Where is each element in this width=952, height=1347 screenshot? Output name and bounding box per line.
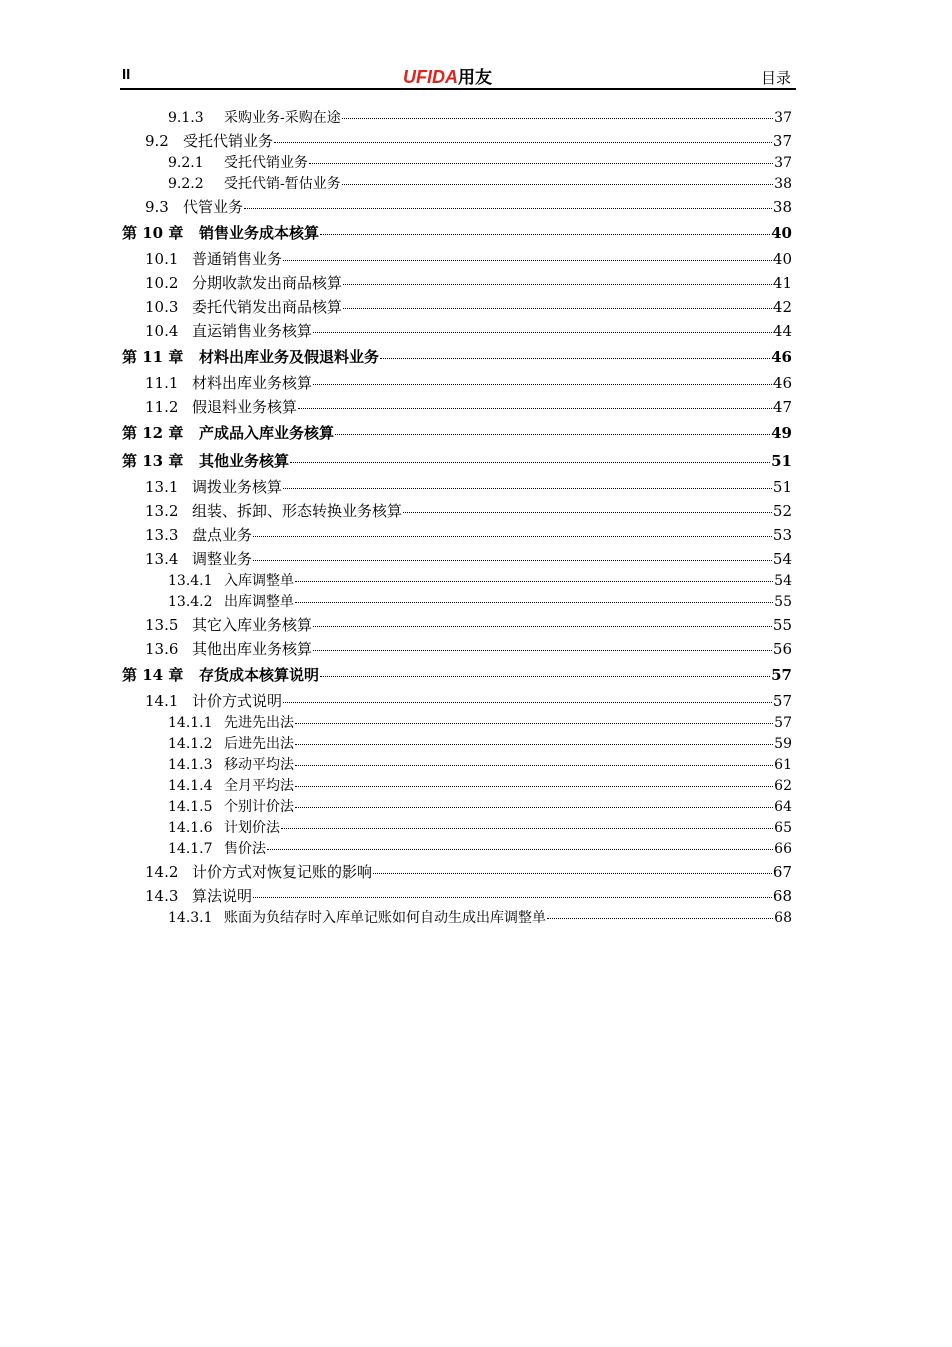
toc-dot-leader [547, 918, 773, 919]
toc-entry-title: 受托代销业务 [224, 155, 308, 171]
header-rule [120, 88, 796, 90]
toc-entry-number: 第 11 章 [122, 348, 184, 366]
toc-entry-title: 算法说明 [192, 887, 253, 905]
toc-page-number: 68 [772, 887, 792, 905]
toc-page-number: 57 [774, 715, 792, 731]
toc-entry[interactable] [122, 797, 792, 818]
toc-entry-title: 调拨业务核算 [192, 478, 283, 496]
toc-entry[interactable] [122, 571, 792, 592]
toc-entry-label [122, 637, 312, 661]
toc-entry[interactable] [122, 523, 792, 547]
toc-entry-number: 14.1.3 [168, 757, 213, 773]
toc-entry-title: 采购业务-采购在途 [224, 110, 341, 126]
toc-entry-title: 全月平均法 [224, 778, 294, 794]
toc-entry-label [122, 818, 280, 839]
toc-dot-leader [342, 184, 773, 185]
toc-page-number: 41 [772, 274, 792, 292]
toc-entry-number: 13.4.1 [168, 573, 213, 589]
toc-entry-label [122, 419, 334, 447]
toc-dot-leader [281, 828, 773, 829]
toc-page-number: 65 [774, 820, 792, 836]
toc-entry-number: 14.1.4 [168, 778, 213, 794]
toc-entry-label [122, 592, 294, 613]
toc-entry[interactable] [122, 839, 792, 860]
toc-entry-label [122, 908, 546, 929]
toc-entry-number: 13.3 [145, 526, 179, 544]
page-header [120, 62, 795, 88]
toc-entry-label [122, 523, 252, 547]
toc-entry-title: 账面为负结存时入库单记账如何自动生成出库调整单 [224, 910, 546, 926]
toc-entry-label [122, 153, 308, 174]
section-name: 目录 [760, 69, 791, 87]
toc-dot-leader [290, 462, 770, 463]
toc-entry-number: 13.5 [145, 616, 179, 634]
toc-entry-number: 14.1.1 [168, 715, 213, 731]
toc-entry-number: 第 10 章 [122, 224, 184, 242]
toc-entry[interactable] [122, 592, 792, 613]
toc-entry[interactable] [122, 776, 792, 797]
toc-entry-number: 14.3 [145, 887, 179, 905]
toc-entry-number: 14.1.5 [168, 799, 213, 815]
table-of-contents [122, 108, 792, 929]
toc-page-number: 54 [772, 550, 792, 568]
toc-entry-label [122, 129, 273, 153]
logo-cn: 用友 [458, 68, 492, 87]
toc-entry-label [122, 839, 266, 860]
toc-entry-number: 14.1.6 [168, 820, 213, 836]
toc-page-number: 53 [772, 526, 792, 544]
toc-entry-number: 13.2 [145, 502, 179, 520]
toc-page-number: 68 [774, 910, 792, 926]
toc-page-number: 61 [774, 757, 792, 773]
toc-page-number: 38 [774, 176, 792, 192]
toc-dot-leader [295, 765, 773, 766]
toc-entry-label [122, 776, 294, 797]
toc-entry-number: 13.1 [145, 478, 179, 496]
toc-dot-leader [335, 434, 770, 435]
toc-entry-title: 材料出库业务及假退料业务 [199, 348, 380, 366]
toc-entry[interactable] [122, 129, 792, 153]
toc-entry[interactable] [122, 661, 792, 689]
toc-page-number: 67 [772, 863, 792, 881]
toc-entry-label [122, 860, 372, 884]
toc-entry[interactable] [122, 613, 792, 637]
toc-entry[interactable] [122, 713, 792, 734]
toc-entry-number: 第 13 章 [122, 452, 184, 470]
toc-entry[interactable] [122, 247, 792, 271]
toc-entry-title: 普通销售业务 [192, 250, 283, 268]
toc-page-number: 64 [774, 799, 792, 815]
toc-dot-leader [313, 650, 772, 651]
toc-page-number: 37 [772, 132, 792, 150]
toc-entry-label [122, 755, 294, 776]
toc-entry-title: 代管业务 [183, 198, 244, 216]
toc-entry[interactable] [122, 884, 792, 908]
toc-entry-label [122, 371, 312, 395]
toc-page-number: 62 [774, 778, 792, 794]
toc-entry-label [122, 475, 282, 499]
toc-entry[interactable] [122, 295, 792, 319]
toc-entry-title: 委托代销发出商品核算 [192, 298, 343, 316]
toc-entry-number: 14.1.2 [168, 736, 213, 752]
toc-page-number: 46 [772, 374, 792, 392]
toc-entry-title: 其它入库业务核算 [192, 616, 313, 634]
toc-entry-title: 移动平均法 [224, 757, 294, 773]
toc-entry-title: 受托代销-暂估业务 [224, 176, 341, 192]
toc-entry-number: 9.2.1 [168, 155, 204, 171]
toc-entry-title: 产成品入库业务核算 [199, 424, 335, 442]
toc-entry[interactable] [122, 195, 792, 219]
toc-entry-title: 个别计价法 [224, 799, 294, 815]
toc-dot-leader [380, 358, 770, 359]
toc-page-number: 42 [772, 298, 792, 316]
toc-page-number: 49 [771, 424, 792, 442]
toc-entry-title: 售价法 [224, 841, 266, 857]
toc-entry-number: 9.3 [145, 198, 169, 216]
toc-dot-leader [253, 536, 772, 537]
toc-entry[interactable] [122, 499, 792, 523]
toc-page-number: 57 [772, 692, 792, 710]
toc-entry[interactable] [122, 108, 792, 129]
toc-page-number: 37 [774, 155, 792, 171]
toc-entry-number: 11.2 [145, 398, 179, 416]
toc-entry-number: 9.2 [145, 132, 169, 150]
toc-entry-number: 10.3 [145, 298, 179, 316]
toc-dot-leader [295, 744, 773, 745]
toc-page-number: 51 [771, 452, 792, 470]
toc-entry-title: 计价方式说明 [192, 692, 283, 710]
toc-dot-leader [403, 512, 772, 513]
toc-dot-leader [343, 284, 772, 285]
toc-entry-title: 组装、拆卸、形态转换业务核算 [192, 502, 403, 520]
toc-entry[interactable] [122, 447, 792, 475]
toc-entry[interactable] [122, 174, 792, 195]
toc-entry-number: 10.1 [145, 250, 179, 268]
toc-entry[interactable] [122, 343, 792, 371]
toc-entry-label [122, 797, 294, 818]
toc-page-number: 59 [774, 736, 792, 752]
toc-dot-leader [373, 873, 772, 874]
toc-entry-title: 假退料业务核算 [192, 398, 298, 416]
toc-entry-title: 分期收款发出商品核算 [192, 274, 343, 292]
toc-entry-label [122, 734, 294, 755]
toc-entry[interactable] [122, 371, 792, 395]
toc-entry-number: 13.6 [145, 640, 179, 658]
logo-brand: UFIDA [403, 67, 458, 87]
toc-dot-leader [320, 676, 770, 677]
toc-entry-label [122, 499, 402, 523]
toc-entry-title: 入库调整单 [224, 573, 294, 589]
toc-entry-title: 其他业务核算 [199, 452, 290, 470]
toc-entry-label [122, 689, 282, 713]
toc-dot-leader [295, 581, 773, 582]
toc-entry[interactable] [122, 689, 792, 713]
toc-dot-leader [298, 408, 772, 409]
toc-entry-title: 计划价法 [224, 820, 280, 836]
toc-dot-leader [313, 384, 772, 385]
toc-page-number: 40 [772, 250, 792, 268]
toc-entry-number: 9.1.3 [168, 110, 204, 126]
toc-entry-label [122, 108, 341, 129]
toc-dot-leader [309, 163, 773, 164]
toc-dot-leader [295, 807, 773, 808]
toc-entry[interactable] [122, 395, 792, 419]
toc-dot-leader [295, 786, 773, 787]
toc-entry[interactable] [122, 908, 792, 929]
toc-entry-label [122, 295, 342, 319]
toc-page-number: 66 [774, 841, 792, 857]
toc-entry-title: 先进先出法 [224, 715, 294, 731]
toc-entry-title: 出库调整单 [224, 594, 294, 610]
toc-dot-leader [253, 897, 772, 898]
toc-page-number: 55 [772, 616, 792, 634]
toc-entry-label [122, 884, 252, 908]
toc-entry[interactable] [122, 547, 792, 571]
toc-dot-leader [343, 308, 772, 309]
toc-entry-label [122, 661, 319, 689]
toc-entry[interactable] [122, 475, 792, 499]
toc-entry-title: 存货成本核算说明 [199, 666, 320, 684]
toc-page-number: 40 [771, 224, 792, 242]
toc-entry-label [122, 343, 379, 371]
toc-dot-leader [295, 723, 773, 724]
toc-dot-leader [267, 849, 773, 850]
toc-entry[interactable] [122, 755, 792, 776]
toc-entry-number: 9.2.2 [168, 176, 204, 192]
toc-entry-number: 14.1.7 [168, 841, 213, 857]
toc-entry-label [122, 271, 342, 295]
toc-entry-label [122, 447, 289, 475]
toc-entry-title: 受托代销业务 [183, 132, 274, 150]
toc-dot-leader [283, 702, 772, 703]
toc-entry-number: 第 14 章 [122, 666, 184, 684]
toc-entry-label [122, 319, 312, 343]
toc-dot-leader [313, 332, 772, 333]
toc-dot-leader [313, 626, 772, 627]
toc-entry-title: 其他出库业务核算 [192, 640, 313, 658]
toc-page-number: 51 [772, 478, 792, 496]
toc-dot-leader [283, 260, 772, 261]
toc-page-number: 46 [771, 348, 792, 366]
toc-entry-label [122, 195, 243, 219]
toc-entry-label [122, 713, 294, 734]
toc-page-number: 56 [772, 640, 792, 658]
toc-entry[interactable] [122, 637, 792, 661]
toc-entry-title: 调整业务 [192, 550, 253, 568]
toc-entry-label [122, 547, 252, 571]
toc-page-number: 47 [772, 398, 792, 416]
toc-entry-title: 计价方式对恢复记账的影响 [192, 863, 373, 881]
toc-entry-number: 14.3.1 [168, 910, 213, 926]
toc-entry[interactable] [122, 734, 792, 755]
toc-page-number: 55 [774, 594, 792, 610]
toc-entry[interactable] [122, 153, 792, 174]
toc-entry-number: 14.1 [145, 692, 179, 710]
toc-entry[interactable] [122, 219, 792, 247]
toc-entry-number: 10.2 [145, 274, 179, 292]
ufida-logo [403, 63, 492, 88]
toc-entry-label [122, 613, 312, 637]
toc-entry[interactable] [122, 271, 792, 295]
toc-entry[interactable] [122, 419, 792, 447]
toc-page-number: 38 [772, 198, 792, 216]
toc-entry-number: 13.4 [145, 550, 179, 568]
toc-entry[interactable] [122, 319, 792, 343]
toc-entry-title: 后进先出法 [224, 736, 294, 752]
toc-dot-leader [244, 208, 772, 209]
toc-page-number: 44 [772, 322, 792, 340]
toc-page-number: 37 [774, 110, 792, 126]
toc-page-number: 54 [774, 573, 792, 589]
toc-entry-number: 10.4 [145, 322, 179, 340]
toc-dot-leader [253, 560, 772, 561]
toc-page-number: 57 [771, 666, 792, 684]
toc-entry-title: 直运销售业务核算 [192, 322, 313, 340]
toc-dot-leader [283, 488, 772, 489]
toc-entry-title: 盘点业务 [192, 526, 253, 544]
page-number: II [122, 66, 131, 83]
toc-dot-leader [342, 118, 773, 119]
toc-entry-label [122, 219, 319, 247]
toc-entry-title: 销售业务成本核算 [199, 224, 320, 242]
toc-entry-title: 材料出库业务核算 [192, 374, 313, 392]
toc-page-number: 52 [772, 502, 792, 520]
toc-entry-number: 11.1 [145, 374, 179, 392]
toc-entry-number: 第 12 章 [122, 424, 184, 442]
toc-entry-label [122, 395, 297, 419]
toc-entry-number: 14.2 [145, 863, 179, 881]
toc-entry-label [122, 571, 294, 592]
toc-entry[interactable] [122, 818, 792, 839]
toc-dot-leader [295, 602, 773, 603]
toc-entry-number: 13.4.2 [168, 594, 213, 610]
toc-entry-label [122, 174, 341, 195]
toc-dot-leader [274, 142, 772, 143]
toc-entry-label [122, 247, 282, 271]
toc-entry[interactable] [122, 860, 792, 884]
toc-dot-leader [320, 234, 770, 235]
